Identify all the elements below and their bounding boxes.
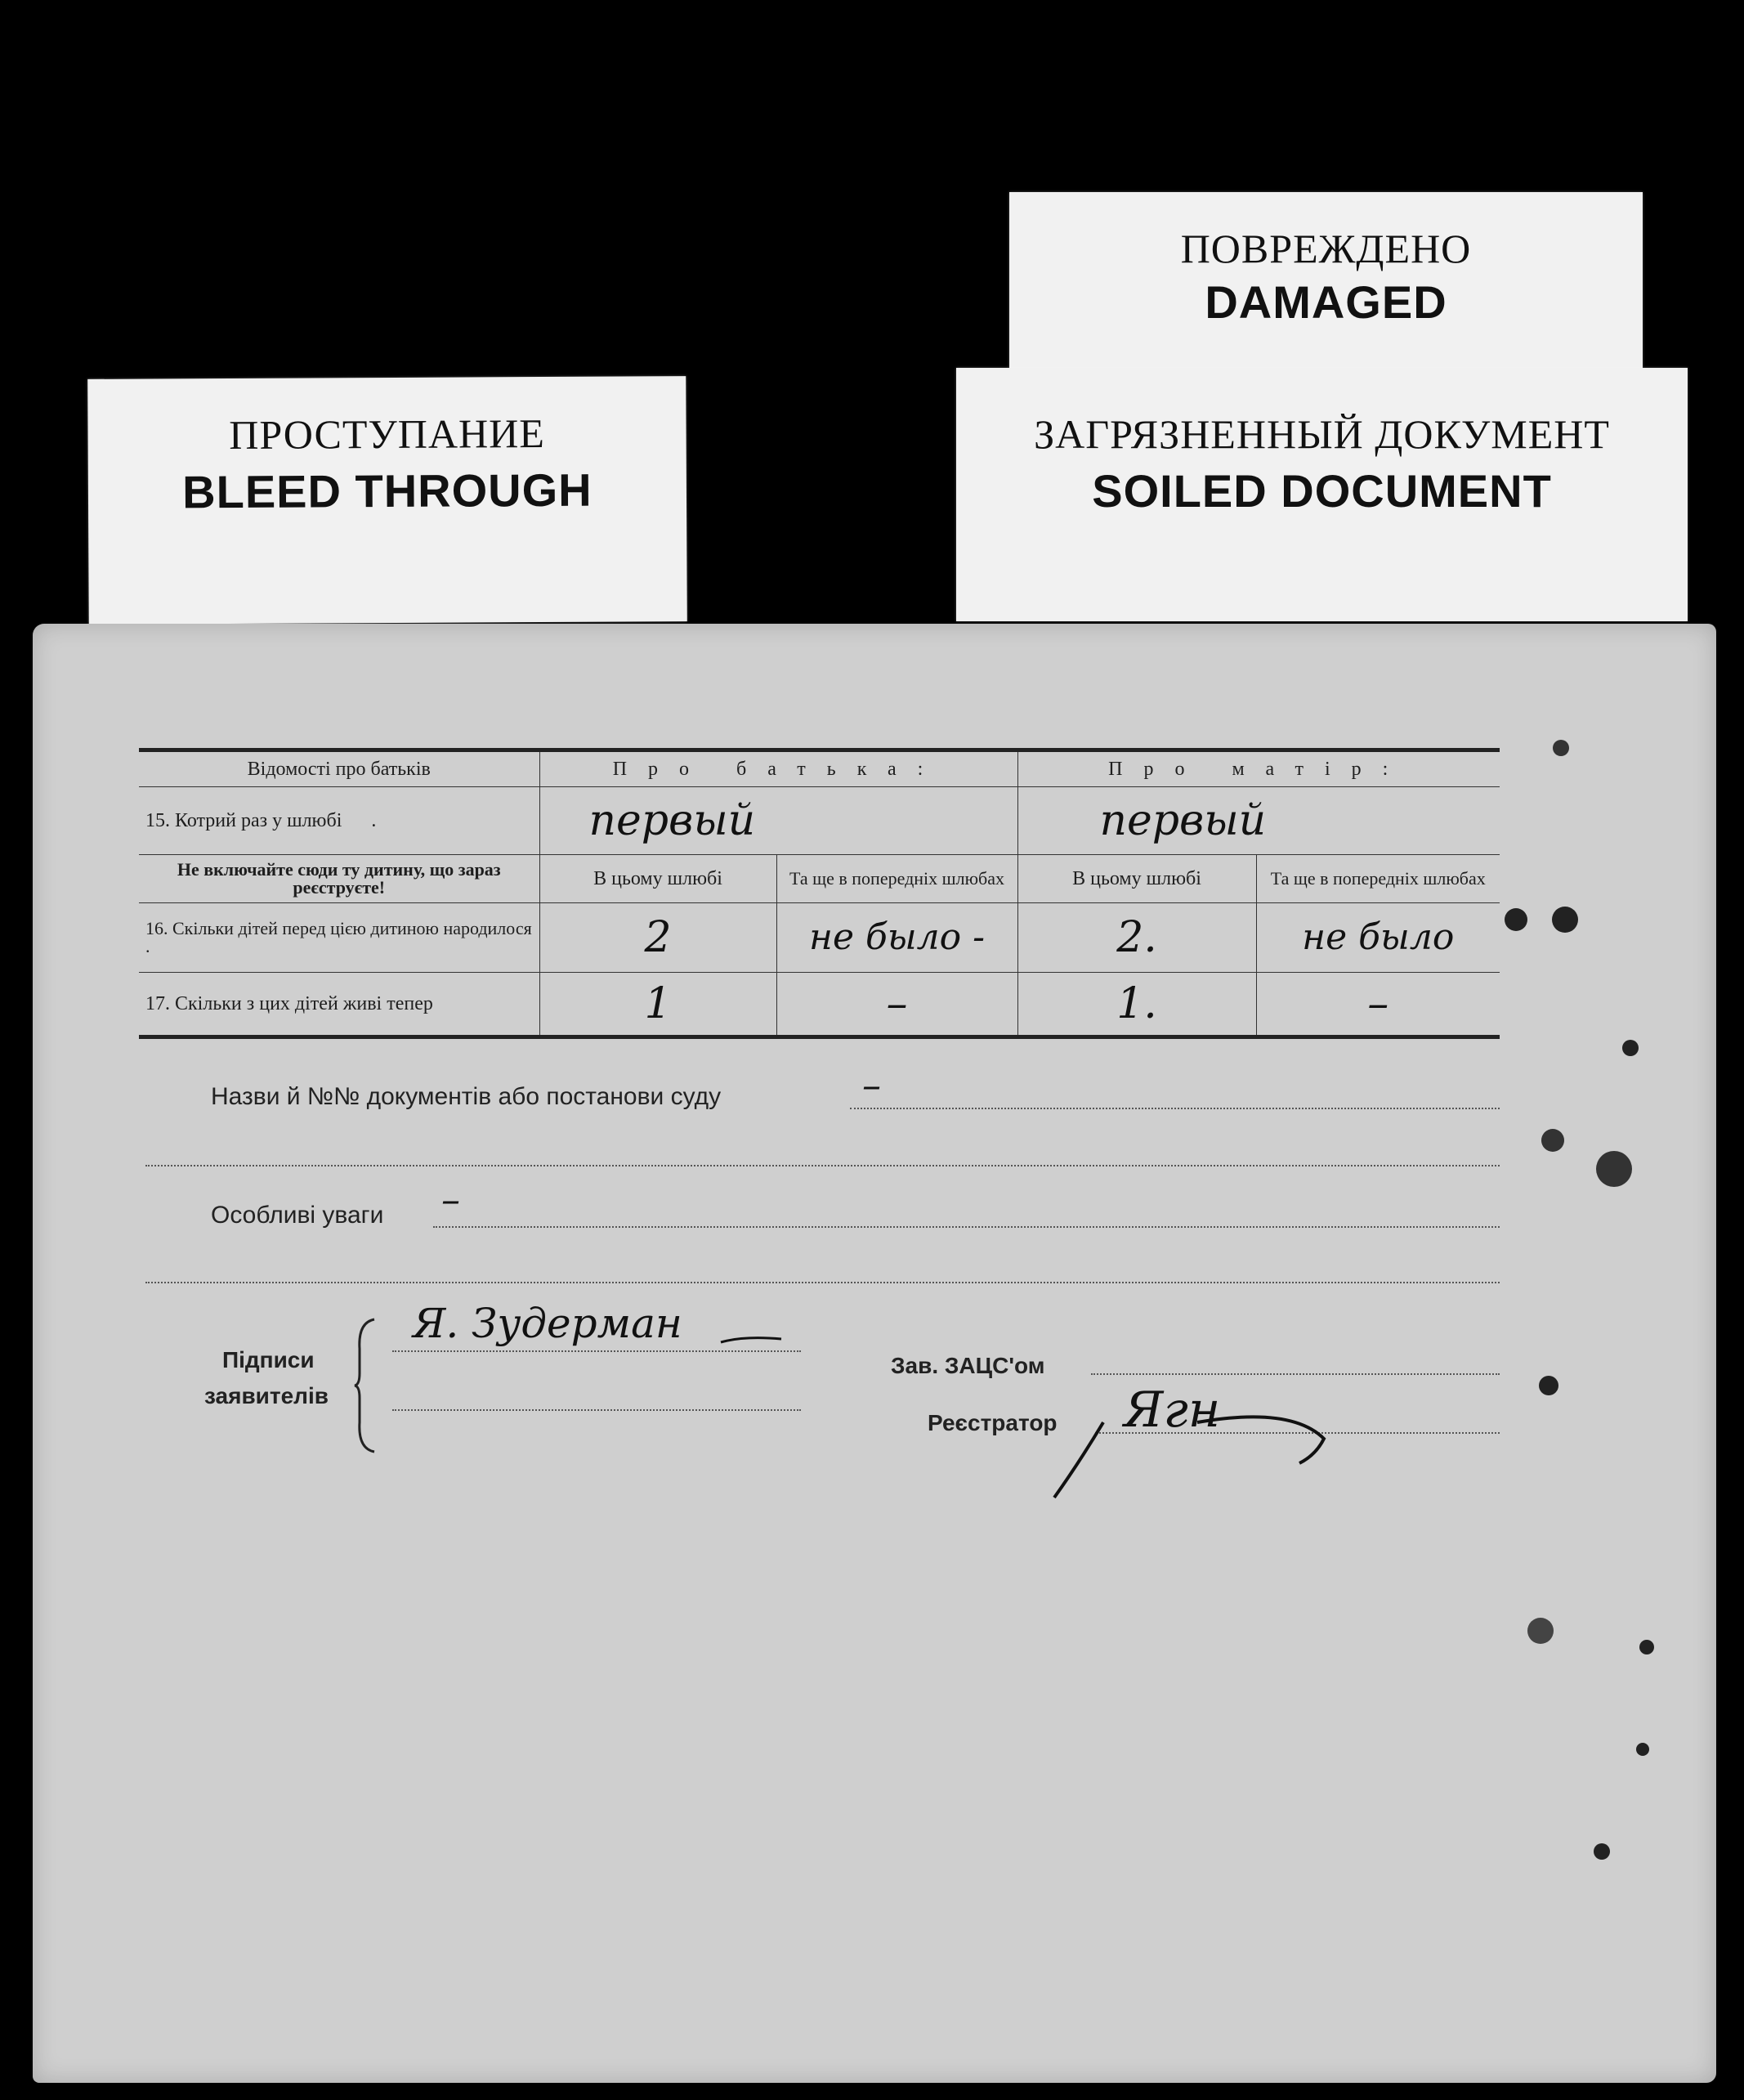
- bleed-ru-label: ПРОСТУПАНИЕ: [229, 410, 545, 459]
- documents-line-2: [145, 1165, 1500, 1166]
- mother-this-marriage-header: В цьому шлюбі: [1017, 855, 1256, 903]
- row16-mother-prev: не было: [1302, 916, 1455, 958]
- row17-mother-prev: –: [1367, 979, 1389, 1028]
- signatures-label-1: Підписи: [222, 1347, 315, 1372]
- row16-father-prev: не было -: [808, 916, 986, 958]
- row17-father-this-cell: [539, 973, 776, 1037]
- parents-table: [139, 748, 1500, 1039]
- punched-holes: [1479, 719, 1675, 1905]
- row16-father-prev-cell: [776, 903, 1017, 973]
- signatures-label-2: заявителів: [204, 1383, 329, 1408]
- bleed-en-label: BLEED THROUGH: [182, 463, 593, 518]
- row15-mother-value: первый: [1099, 796, 1267, 845]
- row16-label: [139, 903, 539, 973]
- damaged-ru-label: ПОВРЕЖДЕНО: [1180, 226, 1472, 271]
- row17-father-prev: –: [886, 979, 908, 1028]
- row16-mother-prev-cell: [1256, 903, 1500, 973]
- damaged-card: [1009, 192, 1643, 368]
- registrar-signature: Ягн: [1124, 1381, 1221, 1439]
- registrar-label: Реєстратор: [928, 1410, 1058, 1435]
- table-row-16: [139, 903, 1500, 973]
- row16-mother-this: 2.: [1116, 913, 1157, 962]
- registrar-signature-flourish: [1046, 1390, 1340, 1504]
- row16-mother-this-cell: [1017, 903, 1256, 973]
- head-signature-line: [1091, 1373, 1500, 1375]
- row15-father-cell: [539, 787, 1017, 855]
- table-row-15: [139, 787, 1500, 855]
- applicant-signature-flourish: [719, 1332, 785, 1349]
- row17-mother-prev-cell: [1256, 973, 1500, 1037]
- table-row-17: [139, 973, 1500, 1037]
- applicant-signature: Я. Зудерман: [413, 1300, 682, 1347]
- mother-previous-marriages-header: Та ще в попередніх шлюбах: [1256, 855, 1500, 903]
- remarks-label: Особливі уваги: [211, 1202, 384, 1229]
- bleed-through-card: [87, 376, 687, 625]
- row17-father-this: 1: [644, 979, 672, 1028]
- soiled-en-label: SOILED DOCUMENT: [1092, 465, 1552, 517]
- row16-dots: .: [145, 936, 150, 956]
- row15-father-value: первый: [588, 796, 756, 845]
- table-header-row: [139, 750, 1500, 787]
- documents-label: Назви й №№ документів або постанови суду: [211, 1083, 722, 1110]
- soiled-ru-label: ЗАГРЯЗНЕННЫЙ ДОКУМЕНТ: [1034, 411, 1610, 457]
- documents-line: [850, 1108, 1500, 1109]
- head-label: Зав. ЗАЦС'ом: [891, 1353, 1045, 1378]
- row17-mother-this: 1.: [1116, 979, 1157, 1028]
- applicant-line-1: [392, 1350, 801, 1352]
- remarks-value: –: [441, 1177, 460, 1221]
- row17-mother-this-cell: [1017, 973, 1256, 1037]
- row15-label: [139, 787, 539, 855]
- row15-dots: .: [371, 809, 377, 831]
- mother-header: Про матір:: [1017, 750, 1500, 787]
- applicant-line-2: [392, 1409, 801, 1411]
- documents-value: –: [862, 1063, 881, 1107]
- row15-mother-cell: [1017, 787, 1500, 855]
- row16-label-text: 16. Скільки дітей перед цією дитиною народилося: [145, 918, 532, 938]
- damaged-en-label: DAMAGED: [1205, 276, 1447, 328]
- signatures-brace: [353, 1316, 378, 1455]
- row17-father-prev-cell: [776, 973, 1017, 1037]
- remarks-line: [433, 1226, 1500, 1228]
- father-header: Про батька:: [539, 750, 1017, 787]
- parents-info-form: [139, 748, 1500, 1039]
- father-previous-marriages-header: Та ще в попередніх шлюбах: [776, 855, 1017, 903]
- father-this-marriage-header: В цьому шлюбі: [539, 855, 776, 903]
- parents-info-header: Відомості про батьків: [139, 750, 539, 787]
- table-subheader-row: [139, 855, 1500, 903]
- row15-label-text: 15. Котрий раз у шлюбі: [145, 809, 342, 831]
- exclude-child-note: Не включайте сюди ту дитину, що зараз реєструєте!: [139, 855, 539, 903]
- remarks-line-2: [145, 1282, 1500, 1283]
- soiled-document-card: [956, 368, 1688, 621]
- row17-label: 17. Скільки з цих дітей живі тепер: [139, 973, 539, 1037]
- row16-father-this: 2: [644, 913, 672, 962]
- row16-father-this-cell: [539, 903, 776, 973]
